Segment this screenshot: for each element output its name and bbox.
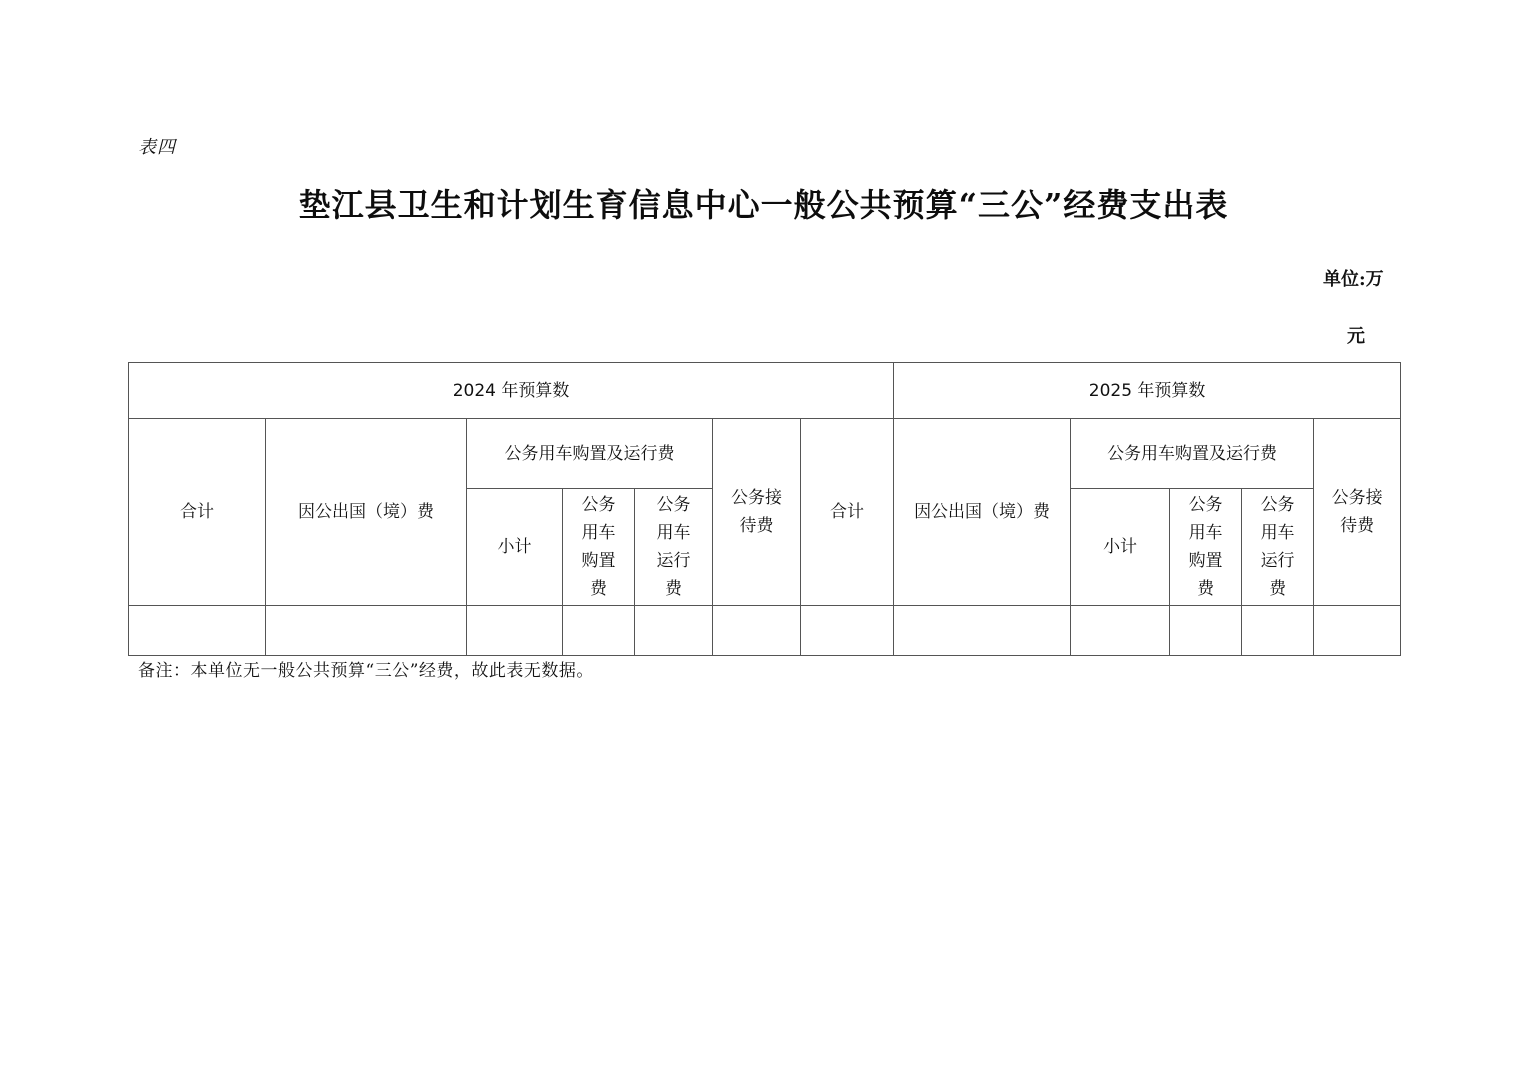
header-2024-abroad: 因公出国（境）费 [266, 419, 467, 606]
cell-2024-reception [713, 606, 801, 656]
cell-2024-vehicle-purchase [563, 606, 635, 656]
header-2025-total: 合计 [801, 419, 894, 606]
cell-2024-abroad [266, 606, 467, 656]
cell-2025-abroad [894, 606, 1071, 656]
header-2025-vehicle-operation: 公务用车运行费 [1242, 489, 1314, 606]
header-2024-vehicle-group: 公务用车购置及运行费 [467, 419, 713, 489]
header-2024-total: 合计 [129, 419, 266, 606]
category-header-row [129, 419, 1401, 489]
cell-2025-reception [1314, 606, 1401, 656]
header-2025-abroad: 因公出国（境）费 [894, 419, 1071, 606]
header-2024-subtotal: 小计 [467, 489, 563, 606]
cell-2025-subtotal [1071, 606, 1170, 656]
cell-2025-vehicle-purchase [1170, 606, 1242, 656]
page-title: 垫江县卫生和计划生育信息中心一般公共预算“三公”经费支出表 [298, 186, 1229, 224]
cell-2025-total [801, 606, 894, 656]
header-2024-vehicle-operation: 公务用车运行费 [635, 489, 713, 606]
header-2025-budget: 2025 年预算数 [894, 363, 1401, 419]
year-header-row [129, 363, 1401, 419]
unit-label: 单位:万 [1323, 269, 1384, 290]
cell-2024-vehicle-operation [635, 606, 713, 656]
cell-2024-subtotal [467, 606, 563, 656]
header-2025-subtotal: 小计 [1071, 489, 1170, 606]
header-2024-vehicle-purchase: 公务用车购置费 [563, 489, 635, 606]
budget-table [128, 362, 1401, 656]
header-2024-budget: 2024 年预算数 [129, 363, 894, 419]
header-2025-vehicle-purchase: 公务用车购置费 [1170, 489, 1242, 606]
header-2025-vehicle-group: 公务用车购置及运行费 [1071, 419, 1314, 489]
table-row [129, 606, 1401, 656]
table-number-label: 表四 [138, 137, 176, 158]
header-2024-reception: 公务接待费 [713, 419, 801, 606]
cell-2025-vehicle-operation [1242, 606, 1314, 656]
header-2025-reception: 公务接待费 [1314, 419, 1401, 606]
cell-2024-total [129, 606, 266, 656]
table-footnote: 备注：本单位无一般公共预算“三公”经费，故此表无数据。 [138, 661, 594, 681]
unit-label-continued: 元 [1347, 326, 1365, 347]
